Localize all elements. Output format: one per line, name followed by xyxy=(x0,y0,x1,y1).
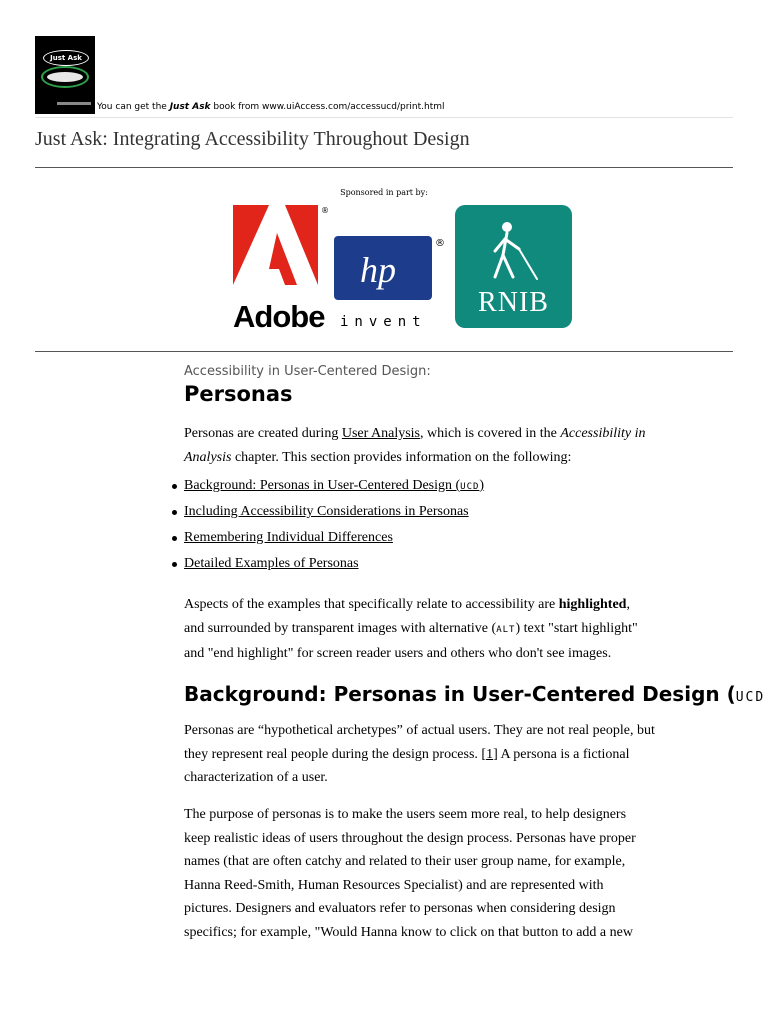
adobe-logo[interactable] xyxy=(233,205,329,334)
rnib-wordmark: RNIB xyxy=(478,287,549,318)
hp-logo[interactable] xyxy=(334,236,449,328)
background-paragraph-2: The purpose of personas is to make the users seem more real, to help designers keep realistic ideas of users throughout the design process. Personas have proper names (that are often catchy and related to their user group name, for example, Hanna Reed-Smith, Human Resources Specialist) and are represented with pictures. Designers and evaluators refer to personas when considering design specifics; for example, "Would Hanna know to click on that button to add a new xyxy=(184,807,636,940)
top-divider xyxy=(35,117,733,118)
section-toc-list xyxy=(168,473,484,577)
adobe-registered-mark: ® xyxy=(321,206,329,215)
adobe-logo-left-shape xyxy=(233,205,269,285)
intro-paragraph: Personas are created during User Analysis, which is covered in the Accessibility in Analysis chapter. This section provides information on the following: xyxy=(184,426,646,465)
list-item xyxy=(168,499,484,525)
toc-link-individual-differences[interactable]: Remembering Individual Differences xyxy=(184,530,393,545)
rnib-walker-icon xyxy=(455,205,572,285)
site-title: Just Ask: Integrating Accessibility Throughout Design xyxy=(35,128,470,150)
list-item xyxy=(168,525,484,551)
sponsor-divider xyxy=(35,351,733,352)
background-paragraph-1: Personas are “hypothetical archetypes” of actual users. They are not real people, but they represent real people during the design process. [1] A persona is a fictional characterization of a user. xyxy=(184,723,655,785)
highlight-note-paragraph: Aspects of the examples that specifically relate to accessibility are highlighted, and surrounded by transparent images with alternative (ALT) text "start highlight" and "end highlight" for screen reader users and others who don't see images. xyxy=(184,597,638,661)
user-analysis-link[interactable]: User Analysis xyxy=(341,426,420,441)
title-divider xyxy=(35,167,733,168)
toc-link-including-accessibility[interactable]: Including Accessibility Considerations in Personas xyxy=(184,504,469,519)
book-promo-text xyxy=(97,102,445,112)
page-heading: Personas xyxy=(184,382,293,406)
promo-book-title: Just Ask xyxy=(169,102,211,112)
footnote-link-1[interactable]: 1 xyxy=(486,746,494,762)
hp-monogram: hp xyxy=(360,250,396,290)
toc-link-detailed-examples[interactable]: Detailed Examples of Personas xyxy=(184,556,359,571)
book-cover-author xyxy=(57,102,91,105)
hp-tagline: invent xyxy=(340,314,427,330)
sponsor-label: Sponsored in part by: xyxy=(340,188,428,197)
promo-suffix: book from www.uiAccess.com/accessucd/print.html xyxy=(210,102,445,112)
promo-prefix: You can get the xyxy=(97,102,170,112)
section-subtitle: Accessibility in User-Centered Design: xyxy=(184,364,431,379)
rnib-logo[interactable] xyxy=(455,205,572,328)
book-cover-image[interactable] xyxy=(35,36,95,114)
adobe-logo-center-shape xyxy=(269,233,297,285)
list-item xyxy=(168,551,484,577)
list-item xyxy=(168,473,484,499)
book-cover-ring-inner xyxy=(47,72,83,82)
background-heading: Background: Personas in User-Centered Design (UCD xyxy=(184,682,766,706)
toc-link-background[interactable]: Background: Personas in User-Centered Design (UCD) xyxy=(184,478,485,493)
adobe-wordmark: Adobe xyxy=(233,299,325,334)
hp-registered-mark: ® xyxy=(435,238,445,249)
book-cover-title: Just Ask xyxy=(43,50,89,66)
